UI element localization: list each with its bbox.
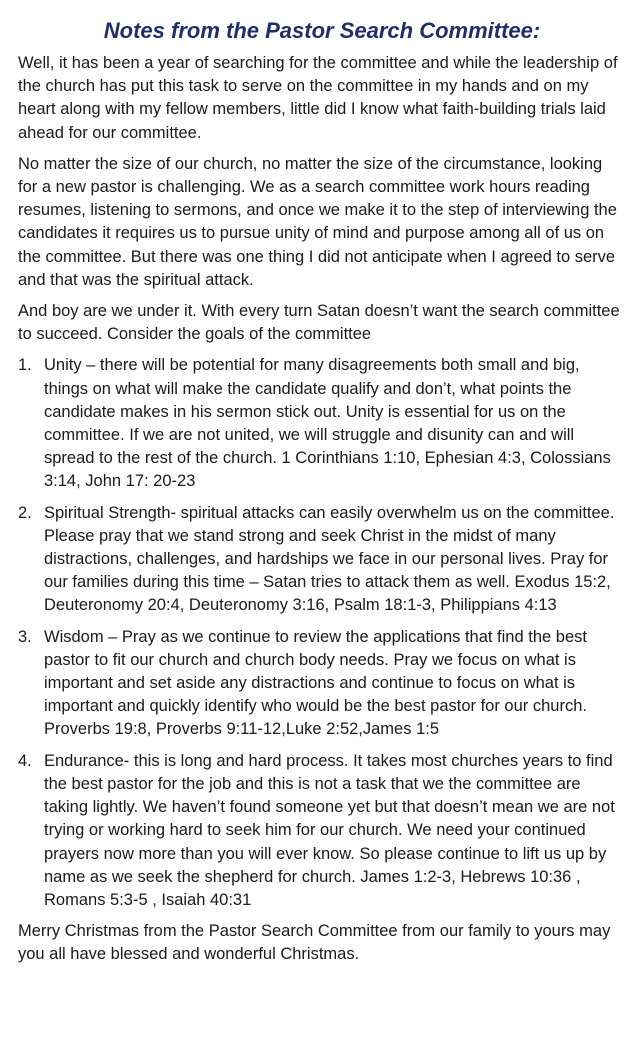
list-item: [18, 354, 626, 493]
attack-paragraph: And boy are we under it. With every turn Satan doesn’t want the search committee to succeed. Consider the goals of the committee: [18, 302, 620, 344]
list-item-text: Unity – there will be potential for many disagreements both small and big, things on what will make the candidate qualify and don’t, what points the candidate makes in his sermon stick out. Unity is essential for us on the committee. If we are not united, we will struggle and disunity can and will spread to the rest of the church. 1 Corinthians 1:10, Ephesian 4:3, Colossians 3:14, John 17: 20-23: [44, 356, 611, 491]
list-item-text: Endurance- this is long and hard process. It takes most churches years to find the best pastor for the job and this is not a task that we the committee are taking lightly. We haven’t found someone yet but that doesn’t mean we are not trying or working hard to seek him for our church. We need your continued prayers now more than you will ever know. So please continue to lift us up by name as we seek the shepherd for church. James 1:2-3, Hebrews 10:36 , Romans 5:3-5 , Isaiah 40:31: [44, 751, 615, 909]
goals-list: [18, 354, 626, 912]
list-item-text: Spiritual Strength- spiritual attacks can easily overwhelm us on the committee. Please pray that we stand strong and seek Christ in the midst of many distractions, challenges, and hardships we face in our personal lives. Pray for our families during this time – Satan tries to attack them as well. Exodus 15:2, Deuteronomy 20:4, Deuteronomy 3:16, Psalm 18:1-3, Philippians 4:13: [44, 503, 615, 615]
closing-paragraph: Merry Christmas from the Pastor Search Committee from our family to yours may you all have blessed and wonderful Christmas.: [18, 922, 611, 964]
list-item-text: Wisdom – Pray as we continue to review the applications that find the best pastor to fit our church and church body needs. Pray we focus on what is important and set aside any distractions and continue to focus on what is important and quickly identify who would be the best pastor for our church. Proverbs 19:8, Proverbs 9:11-12,Luke 2:52,James 1:5: [44, 627, 587, 739]
list-item-number: 2.: [18, 503, 32, 522]
list-item-number: 1.: [18, 356, 32, 375]
list-item: [18, 750, 626, 912]
list-item-number: 3.: [18, 627, 32, 646]
intro-paragraph: Well, it has been a year of searching for the committee and while the leadership of the church has put this task to serve on the committee in my hands and on my heart along with my fellow members, little did I know what faith-building trials laid ahead for our committee.: [18, 54, 618, 142]
list-item: [18, 626, 626, 742]
challenge-paragraph: No matter the size of our church, no matter the size of the circumstance, looking for a new pastor is challenging. We as a search committee work hours reading resumes, listening to sermons, and once we make it to the step of interviewing the candidates it requires us to pursue unity of mind and purpose among all of us on the committee. But there was one thing I did not anticipate when I agreed to serve and that was the spiritual attack.: [18, 154, 617, 289]
page-title: Notes from the Pastor Search Committee:: [103, 18, 541, 43]
list-item-number: 4.: [18, 751, 32, 770]
list-item: [18, 502, 626, 618]
